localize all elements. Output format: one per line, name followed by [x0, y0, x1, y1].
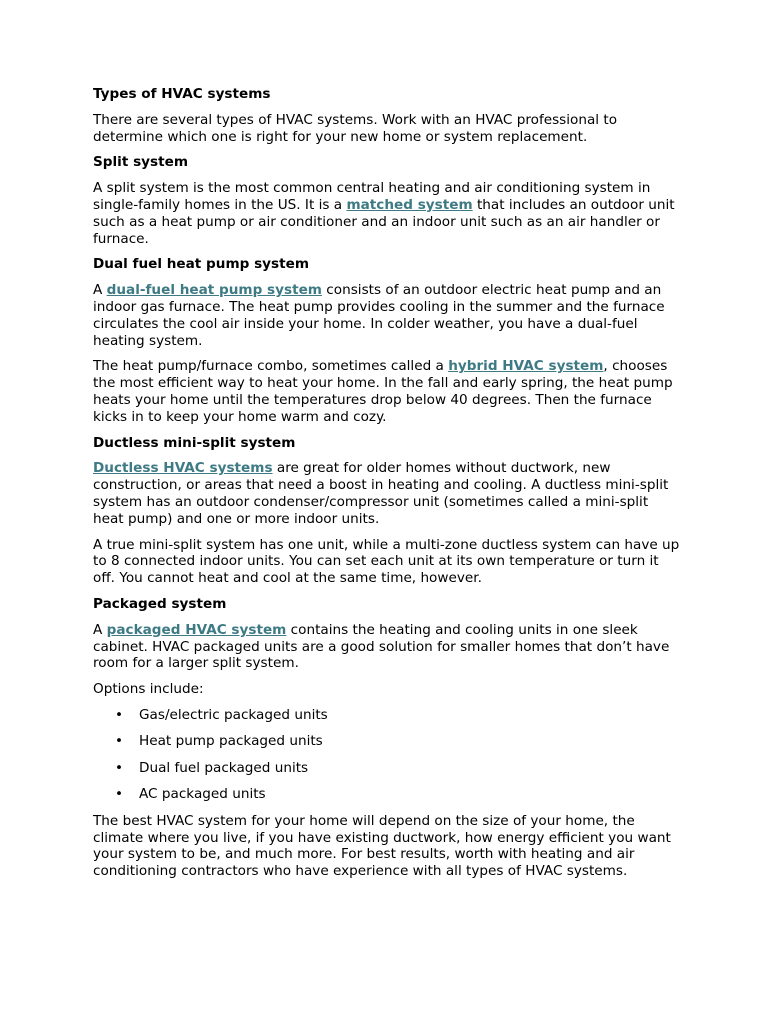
ductless-paragraph-2: A true mini-split system has one unit, while a multi-zone ductless system can have up to 8 connected indoor units. You can set each unit at its own temperature or turn it off. You cannot heat and cool at the same time, however.: [93, 536, 680, 587]
document-body: [93, 86, 683, 889]
heading-packaged: Packaged system: [93, 595, 227, 612]
packaged-p1-after: contains the heating and cooling units in one sleek cabinet. HVAC packaged units are a good solution for smaller homes that don’t have room for a larger split system.: [93, 621, 670, 672]
split-text-after: that includes an outdoor unit such as a heat pump or air conditioner and an indoor unit such as an air handler or furnace.: [93, 196, 675, 247]
ductless-hvac-link[interactable]: Ductless HVAC systems: [93, 460, 273, 477]
split-text-before: A split system is the most common central heating and air conditioning system in single-family homes in the US. It is a: [93, 180, 651, 213]
heading-ductless: Ductless mini-split system: [93, 434, 296, 451]
packaged-p1-before: A: [93, 621, 107, 638]
dual-p2-after: , chooses the most efficient way to heat your home. In the fall and early spring, the heat pump heats your home until the temperatures drop below 40 degrees. Then the furnace kicks in to keep your home warm and cozy.: [93, 358, 673, 425]
list-item: [93, 733, 683, 750]
ductless-p1-after: are great for older homes without ductwork, new construction, or areas that need a boost in heating and cooling. A ductless mini-split system has an outdoor condenser/compressor unit (sometimes called a mini-split heat pump) and one or more indoor units.: [93, 460, 669, 527]
packaged-hvac-link[interactable]: packaged HVAC system: [106, 621, 287, 638]
dual-fuel-heat-pump-link[interactable]: dual-fuel heat pump system: [106, 282, 322, 299]
hybrid-hvac-link[interactable]: hybrid HVAC system: [448, 358, 604, 375]
dual-fuel-paragraph-1: [93, 282, 683, 349]
bullet-icon: •: [115, 786, 124, 803]
list-item: [93, 707, 683, 724]
split-system-paragraph: [93, 180, 683, 247]
packaged-paragraph: [93, 622, 683, 672]
closing-paragraph: The best HVAC system for your home will depend on the size of your home, the climate where you live, if you have existing ductwork, how energy efficient you want your system to be, and much more. For best results, worth with heating and air conditioning contractors who have experience with all types of HVAC systems.: [93, 812, 671, 880]
list-item-text: AC packaged units: [139, 786, 266, 803]
bullet-icon: •: [115, 706, 124, 723]
dual-p1-after: consists of an outdoor electric heat pump and an indoor gas furnace. The heat pump provides cooling in the summer and the furnace circulates the cool air inside your home. In colder weather, you have a dual-fuel heating system.: [93, 282, 665, 349]
page-title: Types of HVAC systems: [93, 86, 271, 102]
list-item-text: Gas/electric packaged units: [139, 706, 328, 723]
dual-fuel-paragraph-2: [93, 358, 683, 425]
options-list: [93, 707, 683, 803]
list-item: [93, 760, 683, 777]
heading-dual-fuel: Dual fuel heat pump system: [93, 256, 309, 273]
dual-p1-before: A: [93, 282, 107, 299]
list-item: [93, 786, 683, 803]
intro-paragraph: There are several types of HVAC systems. Work with an HVAC professional to determine which one is right for your new home or system replacement.: [93, 111, 618, 145]
bullet-icon: •: [115, 733, 124, 750]
dual-p2-before: The heat pump/furnace combo, sometimes called a: [93, 358, 449, 375]
heading-split-system: Split system: [93, 154, 188, 171]
options-label: Options include:: [93, 681, 204, 698]
bullet-icon: •: [115, 759, 124, 776]
list-item-text: Heat pump packaged units: [139, 733, 323, 750]
list-item-text: Dual fuel packaged units: [139, 759, 309, 776]
matched-system-link[interactable]: matched system: [346, 196, 473, 213]
ductless-paragraph-1: [93, 460, 683, 527]
